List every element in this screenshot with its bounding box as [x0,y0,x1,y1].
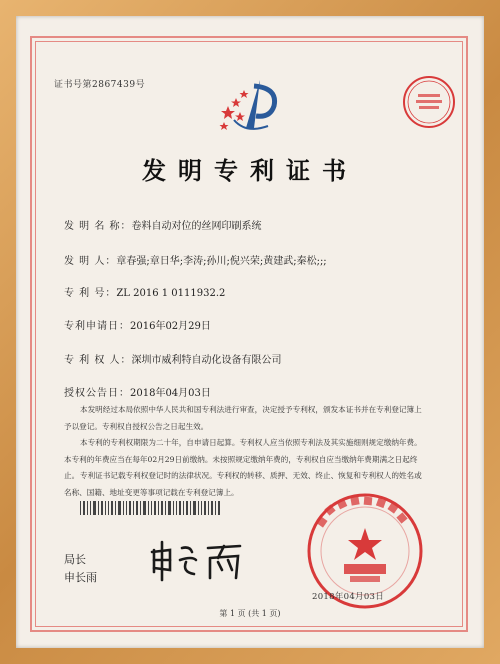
field-invention-name [64,217,262,232]
field-label: 发 明 名 称： [64,221,132,232]
field-value: 深圳市威利特自动化设备有限公司 [131,355,282,366]
field-value: ZL 2016 1 0111932.2 [116,288,226,299]
certificate-paper [16,16,484,648]
barcode-icon [80,501,220,515]
field-grant-date [64,384,211,399]
field-label: 专 利 号： [64,288,117,299]
field-value: 卷料自动对位的丝网印刷系统 [131,221,262,232]
issue-date: 2018年04月03日 [312,592,385,602]
handwritten-signature-icon [146,538,246,582]
page-number: 第 1 页 (共 1 页) [219,609,281,618]
field-label: 专 利 权 人： [64,355,132,366]
field-value: 章春强;章日华;李涛;孙川;倪兴荣;黄建武;秦松;;; [116,256,327,267]
signature-name: 申长雨 [64,571,97,584]
patent-office-logo-icon [216,76,286,138]
document-title: 发明专利证书 [142,156,358,185]
field-value: 2016年02月29日 [130,321,211,332]
small-red-seal-icon [401,74,457,130]
body-paragraph: 本发明经过本局依照中华人民共和国专利法进行审查，决定授予专利权，颁发本证书并在专利登记簿上予以登记。专利权自授权公告之日起生效。 [64,405,422,431]
certificate-number: 证书号第2867439号 [54,80,146,90]
field-inventors [64,252,327,267]
body-paragraph: 本专利的专利权期限为二十年，自申请日起算。专利权人应当依照专利法及其实施细则规定缴纳年费。本专利的年费应当在每年02月29日前缴纳。未按照规定缴纳年费的，专利权自应当缴纳年费期满之日起终止。 [64,438,422,480]
field-label: 发 明 人： [64,256,117,267]
body-paragraph: 专利证书记载专利权登记时的法律状况。专利权的转移、质押、无效、终止、恢复和专利权人的姓名或名称、国籍、地址变更等事项记载在专利登记簿上。 [64,471,422,497]
field-value: 2018年04月03日 [130,388,211,399]
field-label: 授权公告日： [64,388,130,399]
field-application-date [64,317,211,332]
field-label: 专利申请日： [64,321,130,332]
field-patent-number [64,284,225,299]
field-patentee [64,351,282,366]
signature-title: 局长 [64,553,86,566]
